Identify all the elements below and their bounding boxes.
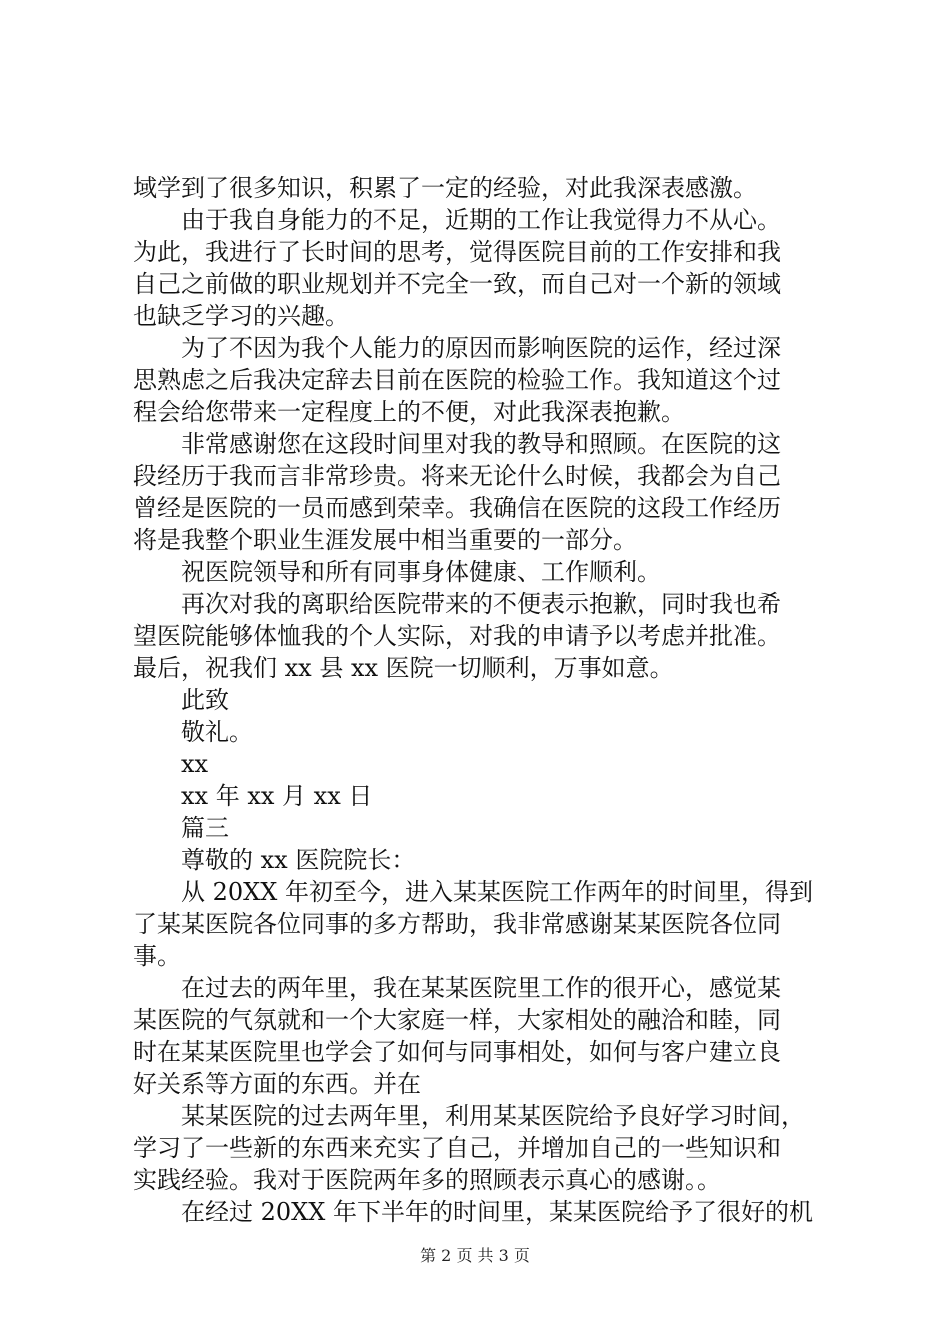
text-line: 从 20XX 年初至今，进入某某医院工作两年的时间里，得到 bbox=[181, 878, 813, 906]
text-line: 篇三 bbox=[181, 814, 229, 842]
text-line: 某某医院的过去两年里，利用某某医院给予良好学习时间， bbox=[181, 1102, 805, 1130]
text-line: 自己之前做的职业规划并不完全一致，而自己对一个新的领域 bbox=[133, 270, 781, 298]
document-body bbox=[133, 172, 833, 1228]
text-line: 最后，祝我们 xx 县 xx 医院一切顺利，万事如意。 bbox=[133, 654, 674, 682]
text-line: 为了不因为我个人能力的原因而影响医院的运作，经过深 bbox=[181, 334, 781, 362]
text-line: xx 年 xx 月 xx 日 bbox=[181, 782, 373, 810]
text-line: 非常感谢您在这段时间里对我的教导和照顾。在医院的这 bbox=[181, 430, 781, 458]
text-line: 段经历于我而言非常珍贵。将来无论什么时候，我都会为自己 bbox=[133, 462, 781, 490]
text-line: 某医院的气氛就和一个大家庭一样，大家相处的融洽和睦，同 bbox=[133, 1006, 781, 1034]
text-line: 由于我自身能力的不足，近期的工作让我觉得力不从心。 bbox=[181, 206, 781, 234]
text-line: 祝医院领导和所有同事身体健康、工作顺利。 bbox=[181, 558, 661, 586]
text-line: 好关系等方面的东西。并在 bbox=[133, 1070, 421, 1098]
page-footer: 第 2 页 共 3 页 bbox=[420, 1246, 530, 1265]
text-line: 望医院能够体恤我的个人实际，对我的申请予以考虑并批准。 bbox=[133, 622, 781, 650]
text-line: 此致 bbox=[181, 686, 229, 714]
text-line: 敬礼。 bbox=[181, 718, 253, 746]
text-line: 在过去的两年里，我在某某医院里工作的很开心，感觉某 bbox=[181, 974, 781, 1002]
text-line: 域学到了很多知识，积累了一定的经验，对此我深表感激。 bbox=[133, 174, 757, 202]
text-line: 为此，我进行了长时间的思考，觉得医院目前的工作安排和我 bbox=[133, 238, 781, 266]
text-line: xx bbox=[181, 750, 209, 778]
text-line: 尊敬的 xx 医院院长： bbox=[181, 846, 416, 874]
text-line: 程会给您带来一定程度上的不便，对此我深表抱歉。 bbox=[133, 398, 685, 426]
text-line: 学习了一些新的东西来充实了自己，并增加自己的一些知识和 bbox=[133, 1134, 781, 1162]
text-line: 再次对我的离职给医院带来的不便表示抱歉，同时我也希 bbox=[181, 590, 781, 618]
text-line: 在经过 20XX 年下半年的时间里，某某医院给予了很好的机 bbox=[181, 1198, 813, 1226]
text-line: 了某某医院各位同事的多方帮助，我非常感谢某某医院各位同 bbox=[133, 910, 781, 938]
text-line: 将是我整个职业生涯发展中相当重要的一部分。 bbox=[133, 526, 637, 554]
text-line: 事。 bbox=[133, 942, 181, 970]
text-line: 时在某某医院里也学会了如何与同事相处，如何与客户建立良 bbox=[133, 1038, 781, 1066]
text-line: 也缺乏学习的兴趣。 bbox=[133, 302, 349, 330]
text-line: 曾经是医院的一员而感到荣幸。我确信在医院的这段工作经历 bbox=[133, 494, 781, 522]
text-line: 思熟虑之后我决定辞去目前在医院的检验工作。我知道这个过 bbox=[133, 366, 781, 394]
text-line: 实践经验。我对于医院两年多的照顾表示真心的感谢。。 bbox=[133, 1166, 721, 1194]
